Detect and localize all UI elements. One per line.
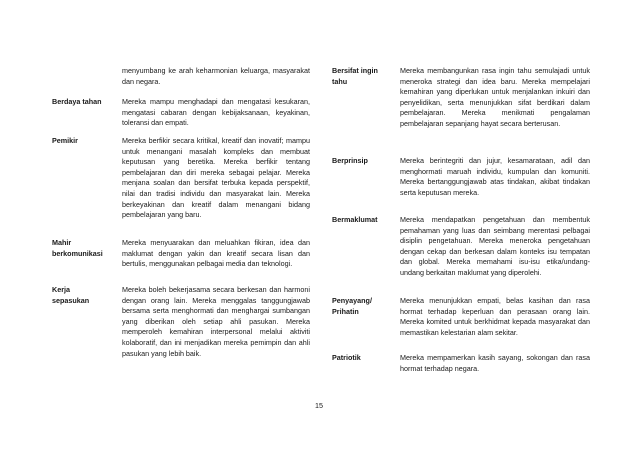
attribute-description: Mereka berfikir secara kritikal, kreatif dan inovatif; mampu untuk menangani masalah kompleks dan membuat keputusan yang beretika. Mereka berfikir tentang pembelajaran dan diri mereka sebagai pelajar. Mereka menjana soalan dan bersifat terbuka kepada perspektif, nilai dan tradisi individu dan masyarakat lain. Mereka berkeyakinan dan kreatif dalam menangani bidang pembelajaran yang baru.: [122, 136, 310, 220]
attribute-description: Mereka menunjukkan empati, belas kasihan dan rasa hormat terhadap keperluan dan perasaan orang lain. Mereka komited untuk berkhidmat kepada masyarakat dan memastikan kelestarian alam sekitar.: [400, 296, 590, 337]
attribute-term: Bersifat ingin tahu: [332, 66, 378, 86]
attribute-term: Pemikir: [52, 136, 78, 145]
attribute-description: Mereka menyuarakan dan meluahkan fikiran, idea dan maklumat dengan yakin dan kreatif secara lisan dan bertulis, menggunakan pelbagai media dan teknologi.: [122, 238, 310, 269]
attribute-description: Mereka berintegriti dan jujur, kesamarataan, adil dan menghormati maruah individu, kumpulan dan komuniti. Mereka bertanggungjawab atas tindakan, akibat tindakan serta keputusan mereka.: [400, 156, 590, 197]
page-number: 15: [315, 401, 323, 410]
attribute-description: Mereka boleh bekerjasama secara berkesan dan harmoni dengan orang lain. Mereka menggalas tanggungjawab bersama serta menghormati dan menghargai sumbangan yang diberikan oleh setiap ahli pasukan. Mereka memperoleh kemahiran interpersonal melalui aktiviti kolaboratif, dan ini menjadikan mereka pemimpin dan ahli pasukan yang lebih baik.: [122, 285, 310, 358]
list-item: [52, 97, 310, 129]
attribute-term: Kerja sepasukan: [52, 285, 90, 305]
attribute-description: Mereka mampu menghadapi dan mengatasi kesukaran, mengatasi cabaran dengan kebijaksanaan, keyakinan, toleransi dan empati.: [122, 97, 310, 128]
list-item: [332, 215, 590, 279]
attribute-term: Berprinsip: [332, 156, 368, 165]
list-item: [52, 66, 310, 87]
attribute-term: Penyayang/ Prihatin: [332, 296, 372, 316]
attribute-term: Mahir berkomunikasi: [52, 238, 103, 258]
attribute-description: Mereka mempamerkan kasih sayang, sokongan dan rasa hormat terhadap negara.: [400, 353, 590, 373]
list-item: [332, 353, 590, 374]
list-item: [332, 156, 590, 198]
list-item: [52, 238, 310, 270]
list-item: [332, 296, 590, 338]
attribute-term: Bermaklumat: [332, 215, 378, 224]
list-item: [52, 136, 310, 221]
attribute-term: Patriotik: [332, 353, 361, 362]
attribute-description: Mereka mendapatkan pengetahuan dan membentuk pemahaman yang luas dan seimbang merentasi pelbagai disiplin pengetahuan. Mereka meneroka pengetahuan dengan cekap dan berkesan dalam konteks isu tempatan dan global. Mereka memahami isu-isu etika/undang-undang berkaitan maklumat yang diperolehi.: [400, 215, 590, 277]
attribute-description: menyumbang ke arah keharmonian keluarga, masyarakat dan negara.: [122, 66, 310, 86]
attribute-description: Mereka membangunkan rasa ingin tahu semulajadi untuk meneroka strategi dan idea baru. Mereka mempelajari kemahiran yang diperlukan untuk menjalankan inkuiri dan penyelidikan, serta menunjukkan sifat berdikari dalam pembelajaran. Mereka menikmati pengalaman pembelajaran sepanjang hayat secara berterusan.: [400, 66, 590, 128]
attribute-term: Berdaya tahan: [52, 97, 102, 106]
list-item: [52, 285, 310, 359]
attribute-term: [52, 66, 122, 87]
list-item: [332, 66, 590, 130]
